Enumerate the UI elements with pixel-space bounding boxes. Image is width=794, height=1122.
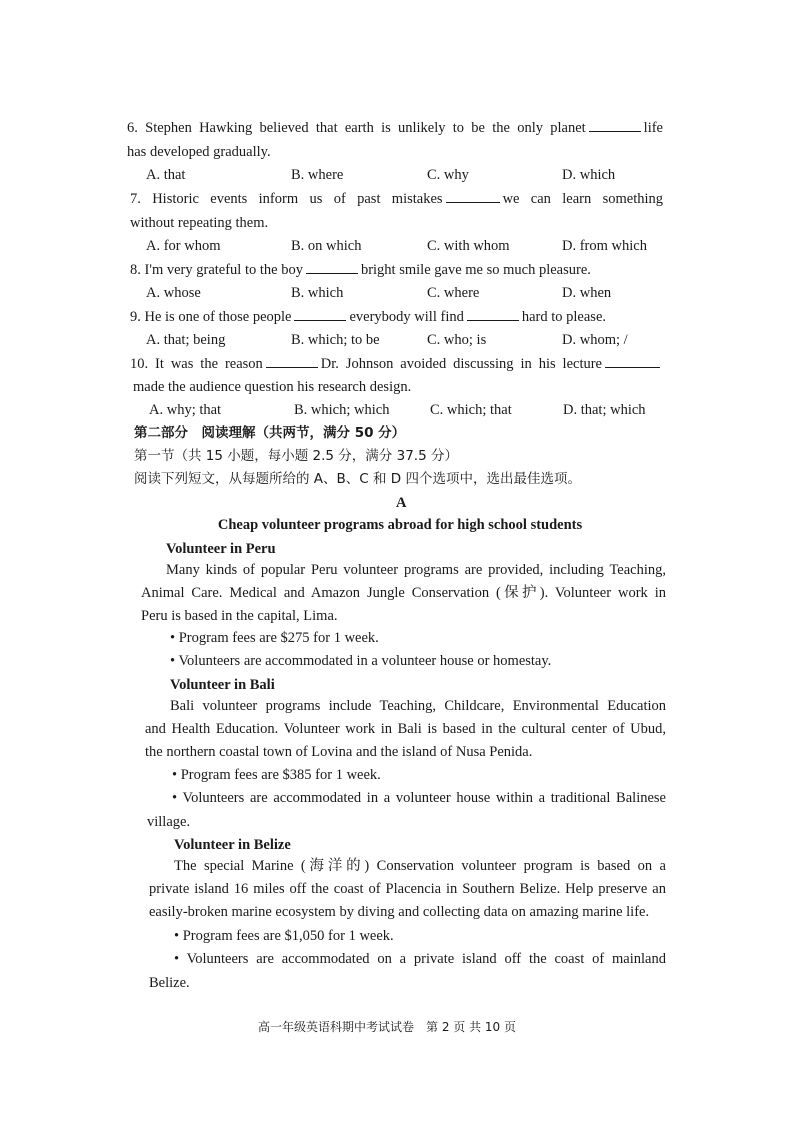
bali-heading: Volunteer in Bali bbox=[170, 677, 275, 693]
section-heading: 第二部分 阅读理解（共两节，满分 50 分） bbox=[134, 425, 406, 441]
q8-text: 8. I'm very grateful to the boy bbox=[130, 262, 303, 278]
belize-para-line3: easily-broken marine ecosystem by diving and collecting data on amazing marine life. bbox=[149, 904, 650, 920]
q8-option-d: D. when bbox=[562, 285, 612, 301]
peru-para-line1: Many kinds of popular Peru volunteer programs are provided, including Teaching, bbox=[166, 562, 666, 578]
q9-text-mid: everybody will find bbox=[349, 309, 464, 325]
question-10-line1 bbox=[130, 355, 663, 373]
q10-option-c: C. which; that bbox=[430, 402, 512, 418]
belize-bullet-fee: • Program fees are $1,050 for 1 week. bbox=[174, 928, 394, 944]
peru-para-line2: Animal Care. Medical and Amazon Jungle Conservation (保护). Volunteer work in bbox=[141, 585, 666, 601]
q7-option-a: A. for whom bbox=[146, 238, 221, 254]
peru-bullet-fee: • Program fees are $275 for 1 week. bbox=[170, 630, 379, 646]
belize-bullet-accommodation-line1: • Volunteers are accommodated on a private island off the coast of mainland bbox=[174, 951, 666, 967]
q8-option-b: B. which bbox=[291, 285, 344, 301]
question-7-line1 bbox=[130, 190, 663, 208]
answer-blank bbox=[446, 190, 500, 203]
q6-option-c: C. why bbox=[427, 167, 469, 183]
q10-option-b: B. which; which bbox=[294, 402, 390, 418]
bali-bullet-accommodation-line1: • Volunteers are accommodated in a volunteer house within a traditional Balinese bbox=[172, 790, 666, 806]
belize-bullet-accommodation-line2: Belize. bbox=[149, 975, 190, 991]
peru-bullet-accommodation: • Volunteers are accommodated in a volunteer house or homestay. bbox=[170, 653, 552, 669]
answer-blank bbox=[605, 355, 660, 368]
q7-option-c: C. with whom bbox=[427, 238, 510, 254]
passage-title: Cheap volunteer programs abroad for high school students bbox=[217, 517, 583, 533]
q8-option-c: C. where bbox=[427, 285, 480, 301]
q10-text-mid: Dr. Johnson avoided discussing in his lecture bbox=[320, 356, 602, 372]
question-10-line2: made the audience question his research design. bbox=[133, 379, 412, 395]
section-subheading: 第一节（共 15 小题，每小题 2.5 分，满分 37.5 分） bbox=[134, 448, 458, 464]
answer-blank bbox=[589, 119, 641, 132]
question-7-line2: without repeating them. bbox=[130, 215, 269, 231]
q9-option-d: D. whom; / bbox=[562, 332, 628, 348]
section-instruction: 阅读下列短文，从每题所给的 A、B、C 和 D 四个选项中，选出最佳选项。 bbox=[134, 471, 581, 487]
question-9-line1 bbox=[130, 308, 606, 326]
q9-text-post: hard to please. bbox=[521, 309, 607, 325]
passage-letter: A bbox=[396, 495, 407, 511]
q6-text-post: life bbox=[643, 120, 663, 136]
bali-para-line3: the northern coastal town of Lovina and the island of Nusa Penida. bbox=[145, 744, 533, 760]
page-footer: 高一年级英语科期中考试试卷 第 2 页 共 10 页 bbox=[258, 1020, 516, 1034]
bali-para-line2: and Health Education. Volunteer work in Bali is based in the cultural center of Ubud, bbox=[145, 721, 666, 737]
belize-heading: Volunteer in Belize bbox=[174, 837, 291, 853]
peru-heading: Volunteer in Peru bbox=[166, 541, 276, 557]
q6-text: 6. Stephen Hawking believed that earth is unlikely to be the only planet bbox=[127, 120, 586, 136]
q8-option-a: A. whose bbox=[146, 285, 201, 301]
belize-para-line2: private island 16 miles off the coast of Placencia in Southern Belize. Help preserve an bbox=[149, 881, 666, 897]
answer-blank bbox=[294, 308, 346, 321]
bali-para-line1: Bali volunteer programs include Teaching, Childcare, Environmental Education bbox=[170, 698, 666, 714]
question-8-line1 bbox=[130, 261, 591, 279]
bali-bullet-accommodation-line2: village. bbox=[147, 814, 191, 830]
bali-bullet-fee: • Program fees are $385 for 1 week. bbox=[172, 767, 381, 783]
answer-blank bbox=[266, 355, 318, 368]
q6-option-d: D. which bbox=[562, 167, 616, 183]
answer-blank bbox=[467, 308, 519, 321]
q10-option-d: D. that; which bbox=[563, 402, 646, 418]
q9-option-c: C. who; is bbox=[427, 332, 487, 348]
peru-para-line3: Peru is based in the capital, Lima. bbox=[141, 608, 338, 624]
question-6-line1 bbox=[127, 119, 663, 137]
q7-text: 7. Historic events inform us of past mistakes bbox=[130, 191, 443, 207]
q7-text-post: we can learn something bbox=[502, 191, 664, 207]
q6-option-b: B. where bbox=[291, 167, 344, 183]
q7-option-b: B. on which bbox=[291, 238, 362, 254]
question-6-line2: has developed gradually. bbox=[127, 144, 271, 160]
answer-blank bbox=[306, 261, 358, 274]
q6-option-a: A. that bbox=[146, 167, 186, 183]
q10-option-a: A. why; that bbox=[149, 402, 222, 418]
q9-text: 9. He is one of those people bbox=[130, 309, 292, 325]
q9-option-a: A. that; being bbox=[146, 332, 226, 348]
q8-text-post: bright smile gave me so much pleasure. bbox=[360, 262, 591, 278]
belize-para-line1: The special Marine (海洋的) Conservation volunteer program is based on a bbox=[174, 858, 666, 874]
q9-option-b: B. which; to be bbox=[291, 332, 380, 348]
q10-text: 10. It was the reason bbox=[130, 356, 263, 372]
q7-option-d: D. from which bbox=[562, 238, 647, 254]
